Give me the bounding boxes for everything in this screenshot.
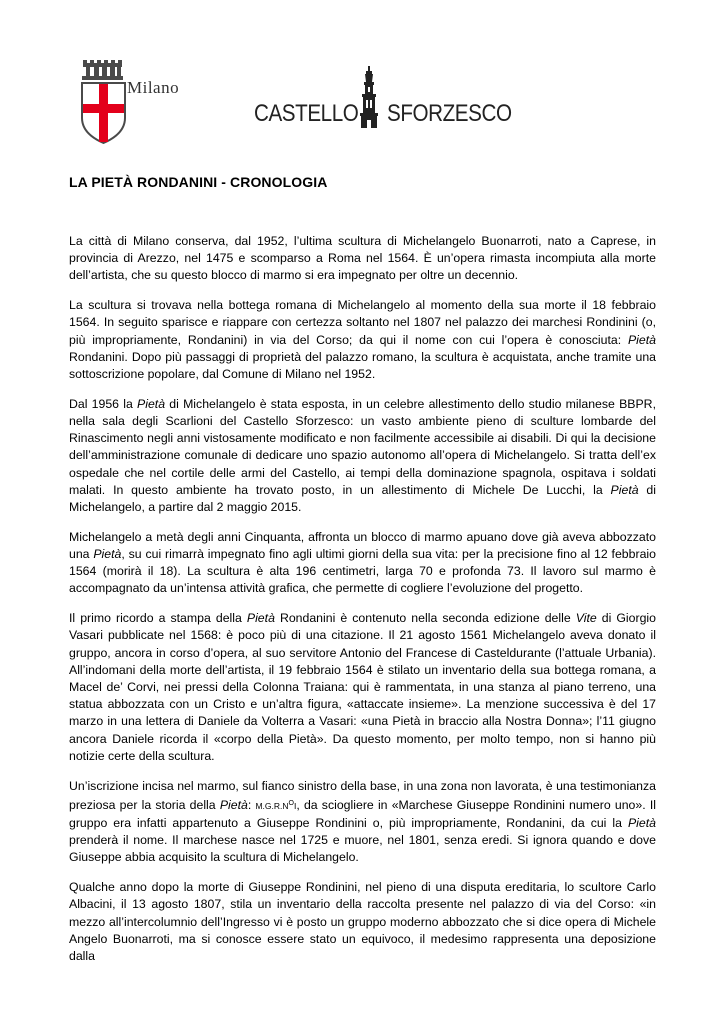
paragraph-text: , da sciogliere in «Marchese Giuseppe Rondinini numero uno». Il gruppo era infatti appartenuto a Giuseppe Rondinini o, più impropriamente, Rondanini, da cui la bbox=[69, 797, 656, 831]
castello-logo-text-right: SFORZESCO bbox=[387, 100, 512, 127]
paragraph-text: : bbox=[247, 797, 256, 812]
paragraph-text: , su cui rimarrà impegnato fino agli ultimi giorni della sua vita: per la precisione fino al 12 febbraio 1564 (morirà il 18). La scultura è alta 196 centimetri, larga 70 e profonda 73. Il lavoro sul marmo è accompagnato da un’intensa attività grafica, che permette di cogliere l’evoluzione del progetto. bbox=[69, 547, 656, 596]
italic-title: Pietà bbox=[610, 482, 639, 497]
paragraph-text: Dal 1956 la bbox=[69, 396, 138, 411]
paragraph-4 bbox=[69, 529, 656, 598]
paragraph-3 bbox=[69, 396, 656, 516]
paragraph-text: di Michelangelo è stata esposta, in un celebre allestimento dello studio milanese BBPR, nella sala degli Scarlioni del Castello Sforzesco: un vasto ambiente pieno di sculture lombarde del Rinascimento negli anni vistosamente modificato e non facilmente accessibile ai disabili. Di qui la decisione dell’amministrazione comunale di dedicare uno spazio autonomo all’opera di Michelangelo. Si tratta dell’ex ospedale che nel cortile delle armi del Castello, ai tempi della dominazione spagnola, ospitava i soldati malati. In questo ambiente ha trovato posto, in un allestimento di Michele De Lucchi, la bbox=[69, 396, 656, 497]
paragraph-2 bbox=[69, 297, 656, 383]
tower-icon bbox=[357, 66, 381, 128]
italic-title: Pietà bbox=[627, 332, 656, 347]
paragraph-text: Michelangelo a metà degli anni Cinquanta, affronta un blocco di marmo apuano dove già aveva abbozzato una bbox=[69, 529, 656, 562]
milano-shield-icon bbox=[79, 60, 129, 144]
italic-title: Pietà bbox=[137, 396, 166, 411]
paragraph-text: La scultura si trovava nella bottega romana di Michelangelo al momento della sua morte il 18 febbraio 1564. In seguito sparisce e riappare con certezza soltanto nel 1807 nel palazzo dei marchesi Rondinini (o, più impropriamente, Rondanini) in via del Corso; da qui il nome con cui l’opera è conosciuta: bbox=[69, 298, 656, 347]
paragraph-7 bbox=[69, 879, 656, 965]
paragraph-text: di Giorgio Vasari pubblicate nel 1568: è poco più di una citazione. Il 21 agosto 1561 Michelangelo aveva donato il gruppo, ancora in corso d’opera, al suo servitore Antonio del Francese di Casteldurante (l’attuale Urbania). All’indomani della morte dell’artista, il 19 febbraio 1564 è stilato un inventario della sua bottega romana, a Macel de’ Corvi, nei pressi della Colonna Traiana: qui è rammentata, in una stanza al piano terreno, una statua abbozzata con un Cristo e un’altra figura, «attaccate insieme». La menzione successiva è del 17 marzo in una lettera di Daniele da Volterra a Vasari: «una Pietà in braccio alla Nostra Donna»; l’11 giugno ancora Daniele ricorda il «corpo della Pietà». Da questo momento, per molto tempo, non si hanno più notizie certe della scultura. bbox=[69, 611, 656, 763]
castello-logo-text-left: CASTELLO bbox=[254, 100, 359, 127]
paragraph-text: La città di Milano conserva, dal 1952, l’ultima scultura di Michelangelo Buonarroti, nato a Caprese, in provincia di Arezzo, nel 1475 e scomparso a Roma nel 1564. È un’opera rimasta incompiuta alla morte dell’artista, che su questo blocco di marmo si era impegnato per oltre un decennio. bbox=[69, 234, 656, 283]
paragraph-text: di Michelangelo, a partire dal 2 maggio 2015. bbox=[69, 482, 656, 515]
italic-title: Vite bbox=[575, 611, 597, 626]
inscription-text: I bbox=[293, 800, 297, 811]
page-title: LA PIETÀ RONDANINI - CRONOLOGIA bbox=[69, 174, 328, 190]
italic-title: Pietà bbox=[219, 797, 248, 812]
paragraph-text: prenderà il nome. Il marchese nasce nel 1725 e muore, nel 1801, senza eredi. Si ignora quando e dove Giuseppe abbia acquisito la scultura di Michelangelo. bbox=[69, 833, 656, 865]
italic-title: Pietà bbox=[93, 547, 122, 562]
paragraph-1 bbox=[69, 233, 656, 285]
italic-title: Pietà bbox=[246, 611, 275, 626]
document-body bbox=[69, 233, 656, 978]
paragraph-text: Il primo ricordo a stampa della bbox=[69, 611, 247, 626]
paragraph-5 bbox=[69, 610, 656, 765]
paragraph-text: Qualche anno dopo la morte di Giuseppe Rondinini, nel pieno di una disputa ereditaria, lo scultore Carlo Albacini, il 13 agosto 1807, stila un inventario della raccolta presente nel palazzo di via del Corso: «in mezzo all’intercolumnio dell’Ingresso vi è posto un gruppo moderno abbozzato che si dice opera di Michele Angelo Buonarroti, ma si conosce essere stato un equivoco, il medesimo rappresenta una deposizione dalla bbox=[69, 880, 656, 964]
paragraph-text: Rondanini. Dopo più passaggi di proprietà del palazzo romano, la scultura è acquistata, anche tramite una sottoscrizione popolare, dal Comune di Milano nel 1952. bbox=[69, 349, 656, 382]
paragraph-6 bbox=[69, 778, 656, 867]
city-logo-text: Milano bbox=[127, 78, 180, 97]
castello-sforzesco-logo bbox=[254, 66, 514, 128]
paragraph-text: Un’iscrizione incisa nel marmo, sul fianco sinistro della base, in una zona non lavorata, è una testimonianza preziosa per la storia della bbox=[69, 778, 656, 812]
paragraph-text: Rondanini è contenuto nella seconda edizione delle bbox=[274, 611, 576, 626]
italic-title: Pietà bbox=[627, 816, 656, 831]
inscription-text: M.G.R.N bbox=[255, 800, 289, 811]
milano-logo bbox=[79, 60, 189, 144]
inscription-superscript: O bbox=[288, 799, 294, 807]
